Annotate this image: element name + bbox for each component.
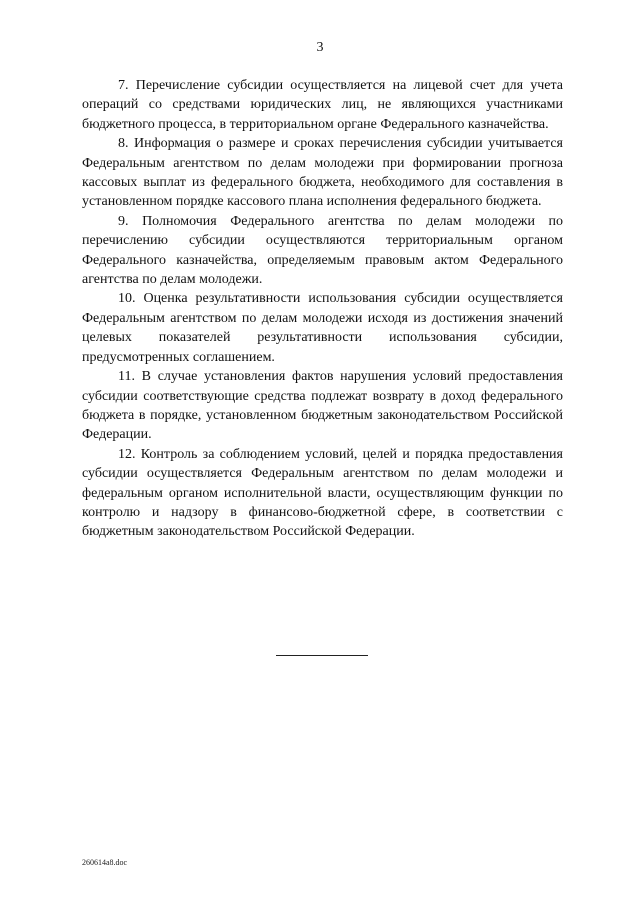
paragraph-10: 10. Оценка результативности использования субсидии осуществляется Федеральным агентством по делам молодежи исходя из достижения значений целевых показателей результативности использования субсидии, предусмотренных соглашением.: [82, 291, 563, 365]
paragraph-8: 8. Информация о размере и сроках перечисления субсидии учитывается Федеральным агентством по делам молодежи при формировании прогноза кассовых выплат из федерального бюджета, необходимого для составления в установленном порядке кассового плана исполнения федерального бюджета.: [82, 136, 563, 210]
footer-file-code: 260614a8.doc: [82, 858, 128, 867]
paragraph-12: 12. Контроль за соблюдением условий, целей и порядка предоставления субсидии осуществляется Федеральным агентством по делам молодежи и федеральным органом исполнительной власти, осуществляющим функции по контролю и надзору в финансово-бюджетной сфере, в соответствии с бюджетным законодательством Российской Федерации.: [82, 446, 563, 540]
document-body: [82, 76, 563, 542]
paragraph-7: 7. Перечисление субсидии осуществляется на лицевой счет для учета операций со средствами юридических лиц, не являющихся участниками бюджетного процесса, в территориальном органе Федерального казначейства.: [82, 78, 563, 132]
paragraph-11: 11. В случае установления фактов нарушения условий предоставления субсидии соответствующие средства подлежат возврату в доход федерального бюджета в порядке, установленном бюджетным законодательством Российской Федерации.: [82, 369, 563, 443]
paragraph-9: 9. Полномочия Федерального агентства по делам молодежи по перечислению субсидии осуществляются территориальным органом Федерального казначейства, определяемым правовым актом Федерального агентства по делам молодежи.: [82, 213, 563, 288]
end-divider: [276, 655, 368, 656]
page-number: 3: [316, 40, 324, 55]
